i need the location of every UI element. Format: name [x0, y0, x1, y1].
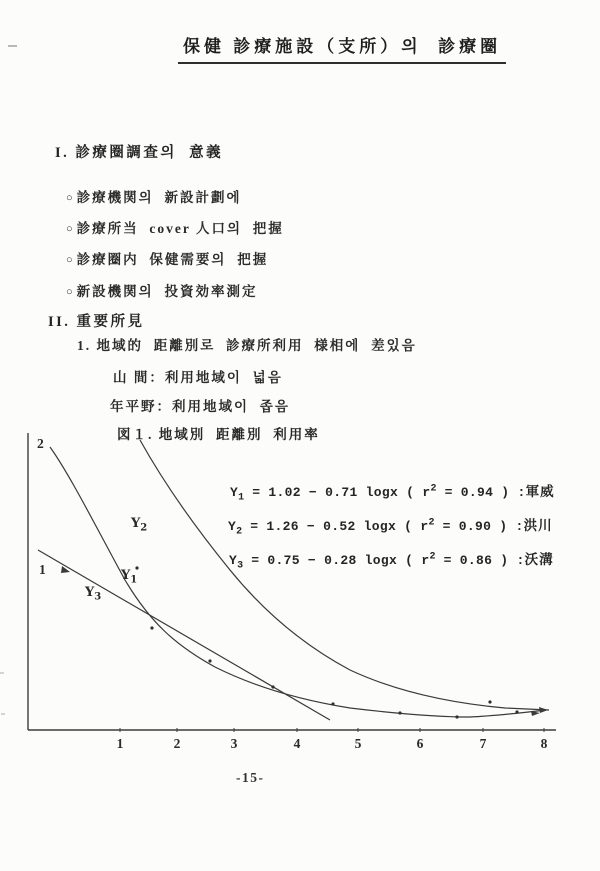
circle-bullet-icon: ○: [66, 286, 75, 298]
page-number: -15-: [236, 770, 265, 785]
arrowhead-y3: [61, 566, 70, 573]
eq-sup: 2: [430, 483, 437, 495]
bullet-text: 診療圈内 保健需要의 把握: [76, 252, 269, 267]
page-title: 保健 診療施設（支所）의 診療圈: [178, 32, 506, 64]
curve-y3: [38, 550, 330, 720]
eq-sub: 3: [237, 560, 244, 572]
eq-tail: = 0.86 ) :: [435, 553, 525, 568]
eq-var: Y: [230, 485, 239, 500]
bullet-text: 診療機関의 新設計劃에: [76, 190, 242, 205]
circle-bullet-icon: ○: [66, 223, 75, 235]
bullet-item: [66, 248, 268, 268]
section-2-heading: II. 重要所見: [48, 314, 145, 330]
x-tick-label: 7: [479, 736, 487, 751]
plain-area-line: 年平野：利用地域이 좁음: [110, 399, 290, 414]
eq-tail: = 0.94 ) :: [436, 485, 526, 500]
curve-label-sub: 2: [140, 522, 148, 534]
eq-sub: 2: [236, 526, 243, 538]
equation-y1: [230, 480, 555, 504]
section-2-item-1: 1. 地域的 距離別로 診療所利用 様相에 差있음: [77, 338, 417, 353]
eq-sup: 2: [428, 517, 435, 529]
x-tick-label: 6: [416, 736, 424, 751]
curve-label-y1: [121, 568, 137, 586]
eq-sup: 2: [429, 551, 436, 563]
curve-label-var: Y: [85, 585, 95, 600]
x-tick-label: 5: [354, 736, 362, 751]
equation-y3: [229, 548, 554, 572]
bullet-text: 診療所当 cover 人口의 把握: [76, 221, 284, 236]
bullet-item: [66, 186, 242, 206]
eq-var: Y: [229, 553, 238, 568]
eq-tail: = 0.90 ) :: [434, 519, 524, 534]
curve-label-var: Y: [131, 516, 141, 531]
eq-mid: = 0.75 − 0.28 logx ( r: [243, 553, 430, 568]
curve-label-var: Y: [121, 568, 131, 583]
eq-var: Y: [228, 519, 237, 534]
bullet-text: 新設機関의 投資効率測定: [76, 284, 258, 299]
x-tick-label: 1: [116, 736, 124, 751]
circle-bullet-icon: ○: [66, 254, 75, 266]
y-axis-label-1: 1: [39, 562, 46, 577]
x-tick-label: 4: [293, 736, 301, 751]
eq-mid: = 1.26 − 0.52 logx ( r: [242, 519, 429, 534]
eq-region: 沃溝: [524, 552, 554, 567]
scan-artifact-dash: [8, 45, 17, 47]
bullet-item: [66, 280, 257, 300]
curve-label-sub: 1: [130, 574, 138, 586]
eq-sub: 1: [238, 492, 245, 504]
eq-region: 洪川: [523, 518, 553, 533]
x-tick-label: 3: [230, 736, 238, 751]
x-tick-label: 8: [540, 736, 548, 751]
eq-region: 軍威: [525, 484, 555, 499]
curve-label-sub: 3: [94, 591, 102, 603]
curve-label-y2: [131, 516, 147, 534]
curve-label-y3: [85, 585, 101, 603]
section-1-heading: I. 診療圈調査의 意義: [55, 145, 224, 161]
data-point-dots: [135, 566, 518, 718]
bullet-item: [66, 217, 284, 237]
x-tick-label: 2: [173, 736, 181, 751]
equation-y2: [228, 514, 553, 538]
y-axis-label-2: 2: [37, 436, 44, 451]
circle-bullet-icon: ○: [66, 192, 75, 204]
mountain-area-line: 山 間：利用地域이 넓음: [113, 370, 283, 385]
eq-mid: = 1.02 − 0.71 logx ( r: [244, 485, 431, 500]
arrowhead-y2-end: [539, 707, 548, 713]
figure-caption: 図１. 地域別 距離別 利用率: [117, 427, 320, 442]
figure-1-chart: [0, 430, 600, 775]
